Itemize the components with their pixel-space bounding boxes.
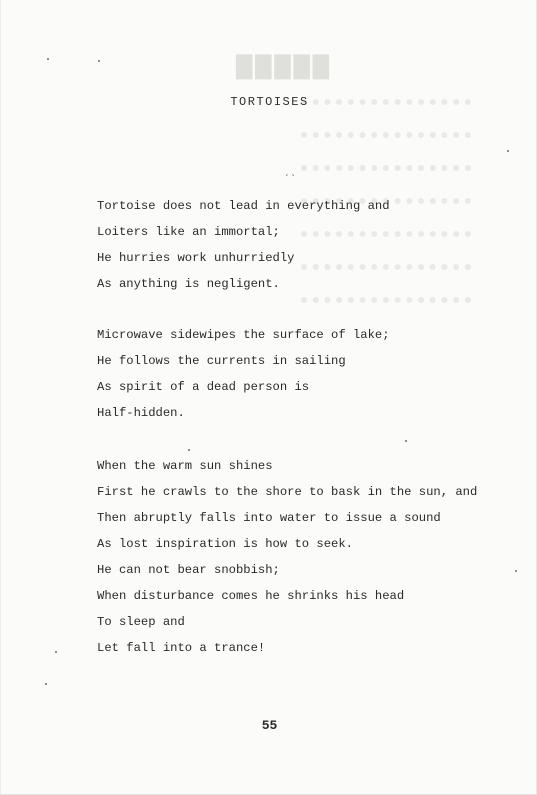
poem-line: When disturbance comes he shrinks his head xyxy=(97,589,405,603)
poem-line: As anything is negligent. xyxy=(97,277,280,291)
poem-line: Let fall into a trance! xyxy=(97,641,266,655)
paper-speck xyxy=(47,58,49,60)
poem-line: Loiters like an immortal; xyxy=(97,225,280,239)
poem-line: He follows the currents in sailing xyxy=(97,354,346,368)
paper-speck xyxy=(188,449,190,451)
poem-line: First he crawls to the shore to bask in the sun, and xyxy=(97,485,478,499)
poem-line: Tortoise does not lead in everything and xyxy=(97,199,390,213)
poem-line: Microwave sidewipes the surface of lake; xyxy=(97,328,390,342)
paper-speck xyxy=(55,651,57,653)
poem-stanza-1 xyxy=(97,193,390,297)
poem-line: Then abruptly falls into water to issue a sound xyxy=(97,511,441,525)
poem-line: When the warm sun shines xyxy=(97,459,273,473)
poem-line: He can not bear snobbish; xyxy=(97,563,280,577)
poem-line: As spirit of a dead person is xyxy=(97,380,310,394)
poem-line: As lost inspiration is how to seek. xyxy=(97,537,353,551)
poem-line: Half-hidden. xyxy=(97,406,185,420)
paper-speck xyxy=(405,440,407,442)
poem-stanza-2 xyxy=(97,322,390,426)
poem-line: To sleep and xyxy=(97,615,185,629)
poem-line: He hurries work unhurriedly xyxy=(97,251,295,265)
bleed-through-line xyxy=(301,297,471,310)
poem-stanza-3 xyxy=(97,453,477,661)
poem-title: TORTOISES xyxy=(230,95,309,109)
bleed-through-line xyxy=(301,165,471,178)
paper-speck xyxy=(98,60,100,62)
paper-speck xyxy=(45,683,47,685)
paper-speck xyxy=(515,570,517,572)
typed-mark: ˏˎ xyxy=(284,167,297,178)
bleed-through-heading-shape: █████ xyxy=(236,55,332,79)
bleed-through-line xyxy=(301,132,471,145)
paper-speck xyxy=(507,150,509,152)
page-number: 55 xyxy=(261,718,278,733)
